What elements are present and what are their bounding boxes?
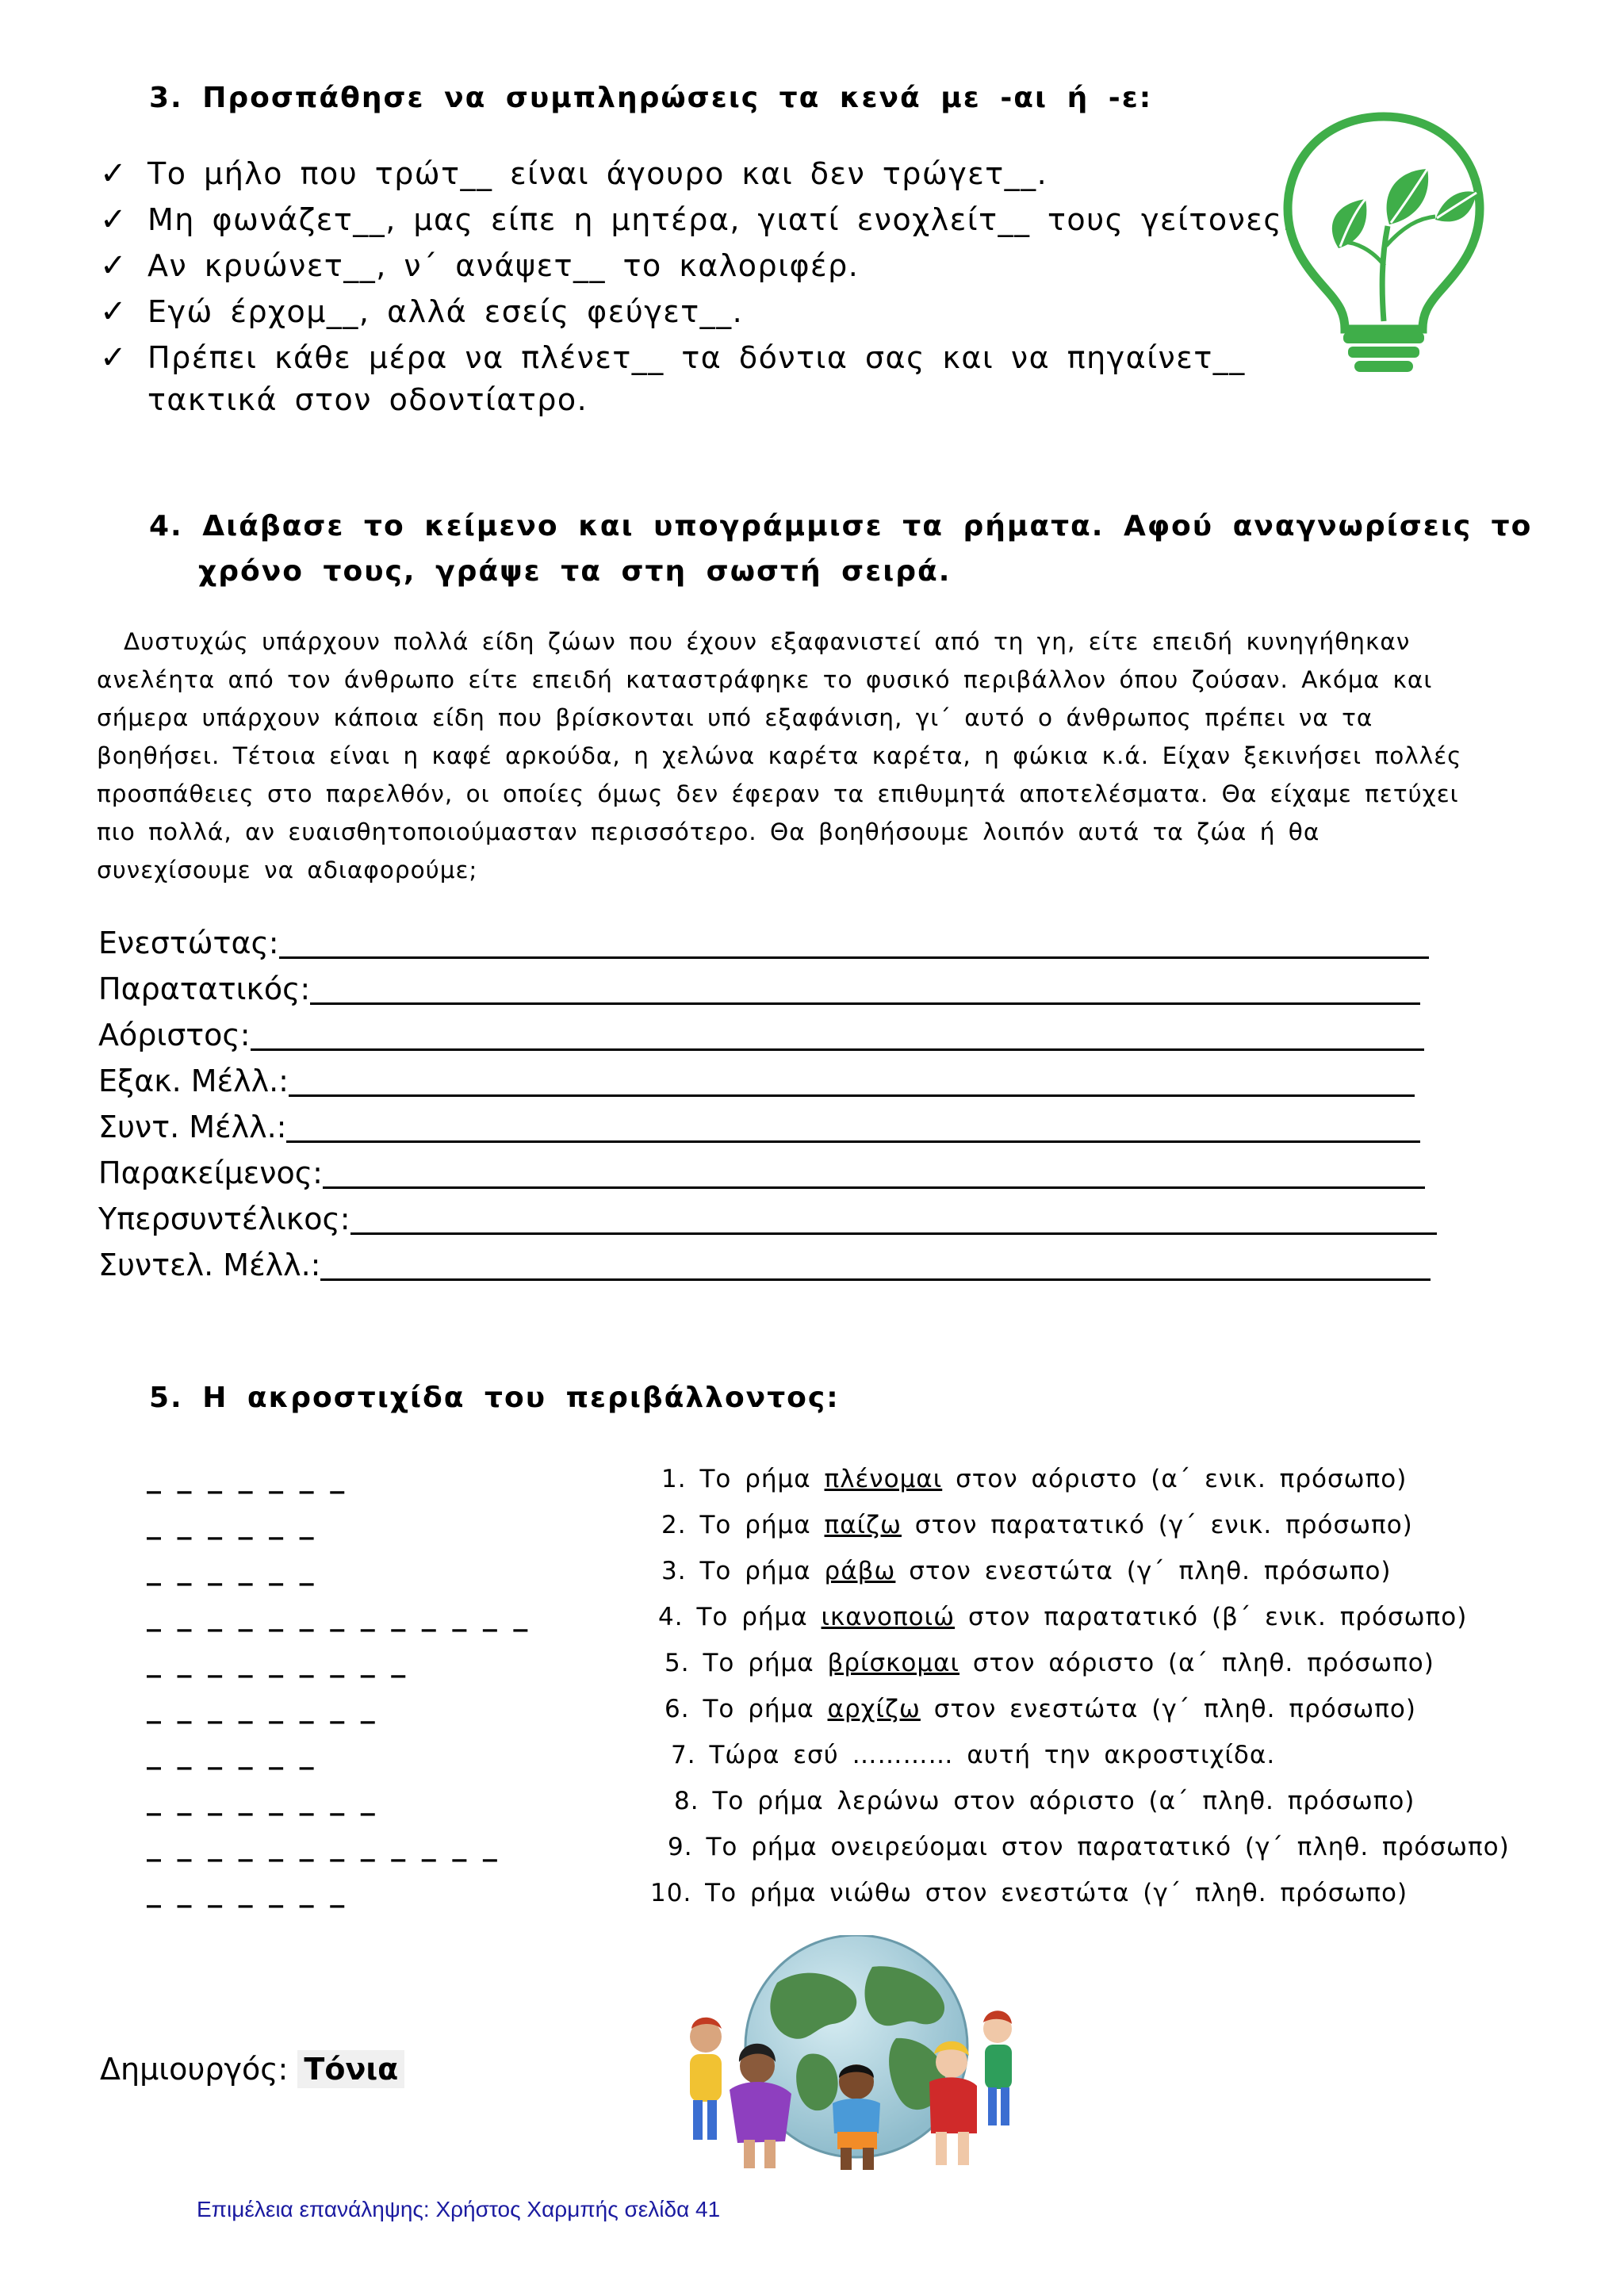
tense-row-future-simple: Συντ. Μέλλ.: xyxy=(98,1104,1420,1150)
ex4-title-line2: χρόνο τους, γράψε τα στη σωστή σειρά. xyxy=(198,555,952,588)
ex5-title: 5. Η ακροστιχίδα του περιβάλλοντος: xyxy=(149,1382,840,1414)
tense-row-future-continuous: Εξακ. Μέλλ.: xyxy=(98,1058,1415,1104)
acrostic-blank[interactable]: _ _ _ _ _ _ xyxy=(147,1738,317,1770)
creator: Δημιουργός: Τόνια xyxy=(100,2050,404,2088)
tense-row-present: Ενεστώτας: xyxy=(98,920,1429,966)
acrostic-blank[interactable]: _ _ _ _ _ _ _ _ xyxy=(147,1692,378,1724)
ex3-title: 3. Προσπάθησε να συμπληρώσεις τα κενά με -αι ή -ε: xyxy=(149,82,1153,114)
check-icon: ✓ xyxy=(100,293,128,330)
answer-line[interactable] xyxy=(323,1150,1425,1189)
clue-item: 9. Το ρήμα ονειρεύομαι στον παρατατικό (γ΄ πληθ. πρόσωπο) xyxy=(668,1833,1510,1861)
acrostic-blank[interactable]: _ _ _ _ _ _ xyxy=(147,1554,317,1586)
answer-line[interactable] xyxy=(289,1058,1415,1097)
tense-row-perfect: Παρακείμενος: xyxy=(98,1150,1425,1196)
tense-row-imperfect: Παρατατικός: xyxy=(98,966,1420,1012)
acrostic-blank[interactable]: _ _ _ _ _ _ _ xyxy=(147,1462,348,1494)
ex4-paragraph: Δυστυχώς υπάρχουν πολλά είδη ζώων που έχουν εξαφανιστεί από τη γη, είτε επειδή κυνηγήθηκαν ανελέητα από τον άνθρωπο είτε επειδή καταστράφηκε το φυσικό περιβάλλον όπου ζούσαν. Ακόμα και σήμερα υπάρχουν κάποια είδη που βρίσκονται υπό εξαφάνιση, γι΄ αυτό ο άνθρωπος πρέπει να τα βοηθήσει. Τέτοια είναι η καφέ αρκούδα, η χελώνα καρέτα καρέτα, η φώκια κ.ά. Είχαν ξεκινήσει πολλές προσπάθειες στο παρελθόν, οι οποίες όμως δεν έφεραν τα επιθυμητά αποτελέσματα. Θα είχαμε πετύχει πιο πολλά, αν ευαισθητοποιούμασταν περισσότερο. Θα βοηθήσουμε λοιπόν αυτά τα ζώα ή θα συνεχίσουμε να αδιαφορούμε; xyxy=(97,628,1462,884)
tense-row-aorist: Αόριστος: xyxy=(98,1012,1424,1058)
clue-item: 10. Το ρήμα νιώθω στον ενεστώτα (γ΄ πληθ. πρόσωπο) xyxy=(650,1879,1408,1907)
check-icon: ✓ xyxy=(100,339,128,376)
acrostic-blank[interactable]: _ _ _ _ _ _ _ _ xyxy=(147,1784,378,1816)
page-footer: Επιμέλεια επανάληψης: Χρήστος Χαρμπής σελίδα 41 xyxy=(197,2197,721,2221)
ex3-continuation: τακτικά στον οδοντίατρο. xyxy=(147,382,588,417)
answer-line[interactable] xyxy=(286,1104,1420,1143)
answer-line[interactable] xyxy=(310,966,1420,1005)
clue-item: 5. Το ρήμα βρίσκομαι στον αόριστο (α΄ πληθ. πρόσωπο) xyxy=(665,1649,1434,1677)
acrostic-blank[interactable]: _ _ _ _ _ _ _ _ _ xyxy=(147,1646,409,1678)
clue-item: 7. Τώρα εσύ ………… αυτή την ακροστιχίδα. xyxy=(671,1741,1276,1769)
tense-row-pluperfect: Υπερσυντέλικος: xyxy=(98,1196,1437,1242)
creator-name: Τόνια xyxy=(297,2050,404,2088)
clue-item: 3. Το ρήμα ράβω στον ενεστώτα (γ΄ πληθ. πρόσωπο) xyxy=(661,1557,1392,1585)
clue-item: 8. Το ρήμα λερώνω στον αόριστο (α΄ πληθ. πρόσωπο) xyxy=(674,1787,1415,1815)
clue-item: 1. Το ρήμα πλένομαι στον αόριστο (α΄ ενικ. πρόσωπο) xyxy=(661,1465,1408,1493)
check-icon: ✓ xyxy=(100,201,128,238)
ex4-title-line1: 4. Διάβασε το κείμενο και υπογράμμισε τα ρήματα. Αφού αναγνωρίσεις το xyxy=(149,510,1533,542)
acrostic-blank[interactable]: _ _ _ _ _ _ xyxy=(147,1508,317,1540)
acrostic-blank[interactable]: _ _ _ _ _ _ _ _ _ _ _ _ _ xyxy=(147,1600,531,1632)
answer-line[interactable] xyxy=(251,1012,1424,1051)
clue-item: 2. Το ρήμα παίζω στον παρατατικό (γ΄ ενικ. πρόσωπο) xyxy=(661,1511,1413,1539)
tense-row-future-perfect: Συντελ. Μέλλ.: xyxy=(98,1242,1431,1288)
lightbulb-plant-icon xyxy=(1277,107,1491,377)
clue-item: 6. Το ρήμα αρχίζω στον ενεστώτα (γ΄ πληθ. πρόσωπο) xyxy=(665,1695,1416,1723)
check-icon: ✓ xyxy=(100,247,128,284)
answer-line[interactable] xyxy=(279,920,1429,959)
acrostic-blank[interactable]: _ _ _ _ _ _ _ xyxy=(147,1876,348,1908)
acrostic-blank[interactable]: _ _ _ _ _ _ _ _ _ _ _ _ xyxy=(147,1830,500,1862)
globe-children-icon xyxy=(682,1935,1023,2173)
answer-line[interactable] xyxy=(350,1196,1437,1235)
clue-item: 4. Το ρήμα ικανοποιώ στον παρατατικό (β΄ ενικ. πρόσωπο) xyxy=(658,1603,1468,1631)
answer-line[interactable] xyxy=(320,1242,1431,1281)
check-icon: ✓ xyxy=(100,155,128,192)
